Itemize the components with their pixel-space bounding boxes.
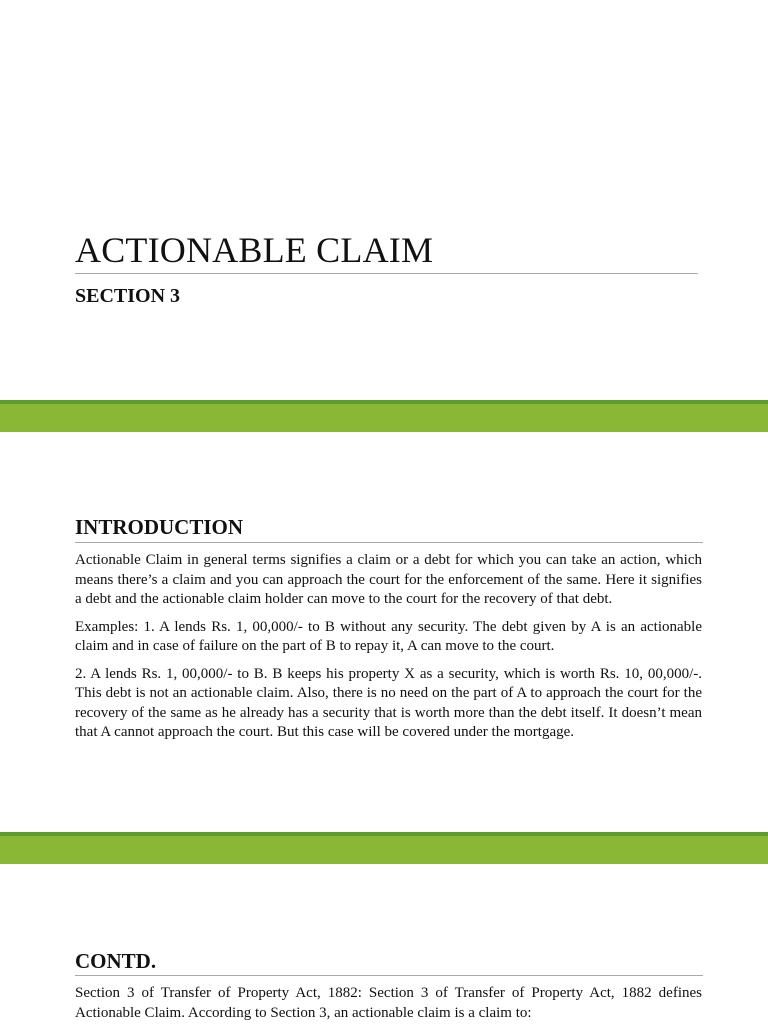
introduction-paragraph: Actionable Claim in general terms signifies a claim or a debt for which you can take an action, which means there’s a claim and you can approach the court for the enforcement of the same. Here it signifies a debt and the actionable claim holder can move to the court for the recovery of that debt. xyxy=(75,552,702,607)
example-paragraph: 2. A lends Rs. 1, 00,000/- to B. B keeps his property X as a security, which is worth Rs. 10, 00,000/-. This debt is not an actionable claim. Also, there is no need on the part of A to approach the court for the recovery of the same as he already has a security that is worth more than the debt itself. It doesn’t mean that A cannot approach the court. But this case will be covered under the mortgage. xyxy=(75,665,702,740)
slide-title: ACTIONABLE CLAIM xyxy=(75,230,434,270)
contd-heading: CONTD. xyxy=(75,949,157,973)
introduction-slide xyxy=(0,432,768,832)
heading-divider-rule xyxy=(75,975,703,976)
contd-body xyxy=(75,984,702,1024)
separator-accent-line xyxy=(0,400,768,404)
example-paragraph: Examples: 1. A lends Rs. 1, 00,000/- to B without any security. The debt given by A is an actionable claim and in case of failure on the part of B to repay it, A can move to the court. xyxy=(75,618,702,654)
title-slide xyxy=(0,0,768,400)
heading-divider-rule xyxy=(75,542,703,543)
slide-separator-bar xyxy=(0,400,768,432)
title-divider-rule xyxy=(75,273,698,274)
separator-accent-line xyxy=(0,832,768,836)
contd-slide xyxy=(0,864,768,1024)
introduction-body xyxy=(75,551,702,751)
contd-paragraph: Section 3 of Transfer of Property Act, 1882: Section 3 of Transfer of Property Act, 1882 defines Actionable Claim. According to Section 3, an actionable claim is a claim to: xyxy=(75,985,702,1021)
introduction-heading: INTRODUCTION xyxy=(75,515,244,539)
slide-separator-bar xyxy=(0,832,768,864)
slide-subtitle: SECTION 3 xyxy=(75,285,181,307)
